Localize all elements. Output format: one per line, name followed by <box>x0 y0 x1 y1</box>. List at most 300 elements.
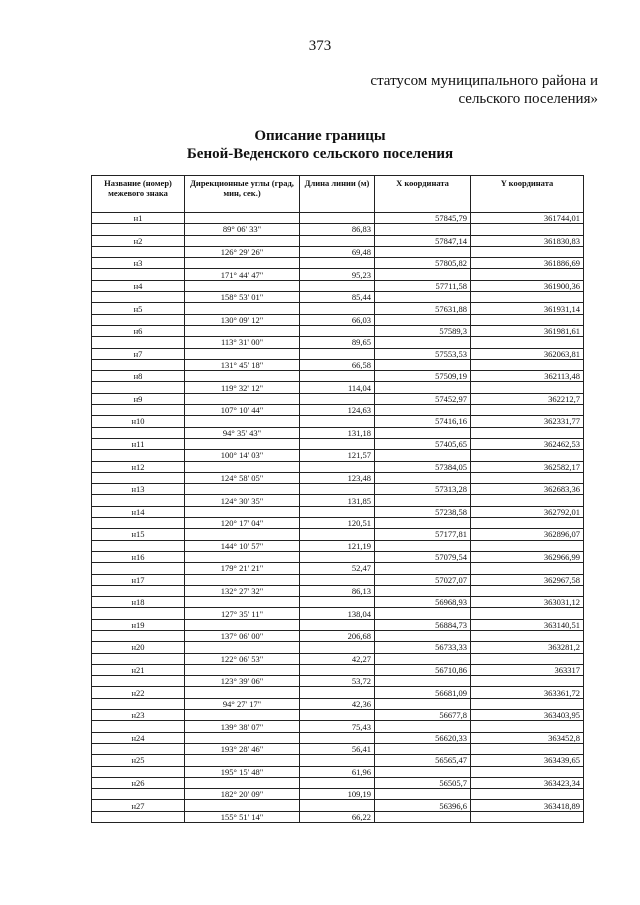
empty-cell <box>300 438 375 449</box>
x-coordinate: 57845,79 <box>375 213 471 224</box>
empty-cell <box>92 427 185 438</box>
empty-cell <box>375 608 471 619</box>
empty-cell <box>185 664 300 675</box>
point-row <box>92 777 584 788</box>
point-name: н18 <box>92 597 185 608</box>
header-y: Y координата <box>471 176 584 213</box>
empty-cell <box>92 676 185 687</box>
empty-cell <box>471 540 584 551</box>
point-name: н14 <box>92 506 185 517</box>
direction-angle: 158° 53' 01" <box>185 292 300 303</box>
empty-cell <box>471 563 584 574</box>
empty-cell <box>185 619 300 630</box>
empty-cell <box>185 574 300 585</box>
line-length: 114,04 <box>300 382 375 393</box>
y-coordinate: 363439,65 <box>471 755 584 766</box>
header-x: X координата <box>375 176 471 213</box>
header-length: Длина линии (м) <box>300 176 375 213</box>
point-name: н26 <box>92 777 185 788</box>
empty-cell <box>92 743 185 754</box>
point-name: н15 <box>92 529 185 540</box>
empty-cell <box>300 800 375 811</box>
point-name: н12 <box>92 461 185 472</box>
empty-cell <box>185 755 300 766</box>
y-coordinate: 361830,83 <box>471 235 584 246</box>
empty-cell <box>92 653 185 664</box>
segment-row <box>92 676 584 687</box>
y-coordinate: 362331,77 <box>471 416 584 427</box>
y-coordinate: 361900,36 <box>471 280 584 291</box>
empty-cell <box>185 280 300 291</box>
y-coordinate: 363403,95 <box>471 710 584 721</box>
direction-angle: 127° 35' 11" <box>185 608 300 619</box>
empty-cell <box>300 348 375 359</box>
empty-cell <box>471 246 584 257</box>
line-length: 66,22 <box>300 811 375 822</box>
point-name: н13 <box>92 484 185 495</box>
segment-row <box>92 789 584 800</box>
point-row <box>92 506 584 517</box>
point-row <box>92 235 584 246</box>
empty-cell <box>375 563 471 574</box>
segment-row <box>92 766 584 777</box>
direction-angle: 124° 58' 05" <box>185 472 300 483</box>
point-name: н16 <box>92 551 185 562</box>
point-row <box>92 303 584 314</box>
line-length: 75,43 <box>300 721 375 732</box>
empty-cell <box>471 518 584 529</box>
point-name: н23 <box>92 710 185 721</box>
empty-cell <box>300 461 375 472</box>
x-coordinate: 57847,14 <box>375 235 471 246</box>
segment-row <box>92 359 584 370</box>
segment-row <box>92 472 584 483</box>
x-coordinate: 56565,47 <box>375 755 471 766</box>
empty-cell <box>92 314 185 325</box>
direction-angle: 137° 06' 00" <box>185 630 300 641</box>
empty-cell <box>471 608 584 619</box>
segment-row <box>92 246 584 257</box>
title-line-1: Описание границы <box>254 128 386 144</box>
point-name: н11 <box>92 438 185 449</box>
empty-cell <box>375 269 471 280</box>
empty-cell <box>375 382 471 393</box>
y-coordinate: 363361,72 <box>471 687 584 698</box>
x-coordinate: 57384,05 <box>375 461 471 472</box>
boundary-coordinates-table <box>91 175 584 823</box>
line-length: 66,58 <box>300 359 375 370</box>
empty-cell <box>300 213 375 224</box>
y-coordinate: 362212,7 <box>471 393 584 404</box>
segment-row <box>92 721 584 732</box>
empty-cell <box>300 710 375 721</box>
empty-cell <box>375 721 471 732</box>
direction-angle: 182° 20' 09" <box>185 789 300 800</box>
empty-cell <box>92 472 185 483</box>
line-length: 124,63 <box>300 405 375 416</box>
y-coordinate: 361744,01 <box>471 213 584 224</box>
empty-cell <box>185 258 300 269</box>
direction-angle: 131° 45' 18" <box>185 359 300 370</box>
line-length: 42,27 <box>300 653 375 664</box>
empty-cell <box>300 371 375 382</box>
x-coordinate: 56681,09 <box>375 687 471 698</box>
empty-cell <box>300 416 375 427</box>
empty-cell <box>300 687 375 698</box>
y-coordinate: 362967,58 <box>471 574 584 585</box>
x-coordinate: 57452,97 <box>375 393 471 404</box>
empty-cell <box>185 235 300 246</box>
page-number: 373 <box>308 38 332 54</box>
empty-cell <box>471 292 584 303</box>
empty-cell <box>471 269 584 280</box>
empty-cell <box>375 450 471 461</box>
empty-cell <box>92 450 185 461</box>
empty-cell <box>375 811 471 822</box>
empty-cell <box>92 721 185 732</box>
x-coordinate: 57711,58 <box>375 280 471 291</box>
direction-angle: 119° 32' 12" <box>185 382 300 393</box>
empty-cell <box>92 292 185 303</box>
direction-angle: 94° 35' 43" <box>185 427 300 438</box>
empty-cell <box>300 303 375 314</box>
line-length: 61,96 <box>300 766 375 777</box>
empty-cell <box>92 405 185 416</box>
direction-angle: 195° 15' 48" <box>185 766 300 777</box>
x-coordinate: 57553,53 <box>375 348 471 359</box>
empty-cell <box>92 811 185 822</box>
segment-row <box>92 427 584 438</box>
y-coordinate: 363281,2 <box>471 642 584 653</box>
empty-cell <box>375 518 471 529</box>
empty-cell <box>185 393 300 404</box>
point-row <box>92 732 584 743</box>
empty-cell <box>92 495 185 506</box>
empty-cell <box>92 540 185 551</box>
line-length: 121,57 <box>300 450 375 461</box>
empty-cell <box>92 789 185 800</box>
empty-cell <box>471 224 584 235</box>
empty-cell <box>375 585 471 596</box>
x-coordinate: 56396,6 <box>375 800 471 811</box>
empty-cell <box>300 393 375 404</box>
segment-row <box>92 337 584 348</box>
empty-cell <box>375 314 471 325</box>
empty-cell <box>375 292 471 303</box>
direction-angle: 193° 28' 46" <box>185 743 300 754</box>
direction-angle: 89° 06' 33" <box>185 224 300 235</box>
point-row <box>92 800 584 811</box>
y-coordinate: 363452,8 <box>471 732 584 743</box>
y-coordinate: 362113,48 <box>471 371 584 382</box>
point-name: н24 <box>92 732 185 743</box>
direction-angle: 107° 10' 44" <box>185 405 300 416</box>
line-length: 86,83 <box>300 224 375 235</box>
table-body <box>92 213 584 823</box>
empty-cell <box>471 314 584 325</box>
empty-cell <box>471 743 584 754</box>
point-name: н3 <box>92 258 185 269</box>
direction-angle: 139° 38' 07" <box>185 721 300 732</box>
empty-cell <box>300 664 375 675</box>
segment-row <box>92 382 584 393</box>
x-coordinate: 56677,8 <box>375 710 471 721</box>
y-coordinate: 361886,69 <box>471 258 584 269</box>
empty-cell <box>92 337 185 348</box>
segment-row <box>92 743 584 754</box>
direction-angle: 171° 44' 47" <box>185 269 300 280</box>
line-length: 131,18 <box>300 427 375 438</box>
line-length: 131,85 <box>300 495 375 506</box>
continuation-text <box>370 72 598 108</box>
x-coordinate: 56505,7 <box>375 777 471 788</box>
empty-cell <box>375 472 471 483</box>
line-length: 52,47 <box>300 563 375 574</box>
point-name: н22 <box>92 687 185 698</box>
y-coordinate: 363140,51 <box>471 619 584 630</box>
line-length: 53,72 <box>300 676 375 687</box>
empty-cell <box>300 506 375 517</box>
x-coordinate: 57079,54 <box>375 551 471 562</box>
y-coordinate: 362966,99 <box>471 551 584 562</box>
x-coordinate: 57589,3 <box>375 325 471 336</box>
empty-cell <box>375 427 471 438</box>
segment-row <box>92 292 584 303</box>
x-coordinate: 56733,33 <box>375 642 471 653</box>
point-name: н1 <box>92 213 185 224</box>
empty-cell <box>92 585 185 596</box>
empty-cell <box>471 789 584 800</box>
empty-cell <box>471 495 584 506</box>
empty-cell <box>300 235 375 246</box>
empty-cell <box>92 359 185 370</box>
empty-cell <box>185 551 300 562</box>
x-coordinate: 57631,88 <box>375 303 471 314</box>
empty-cell <box>375 676 471 687</box>
empty-cell <box>185 484 300 495</box>
empty-cell <box>375 653 471 664</box>
point-row <box>92 213 584 224</box>
empty-cell <box>375 337 471 348</box>
empty-cell <box>300 574 375 585</box>
title-line-2: Беной-Веденского сельского поселения <box>186 146 454 162</box>
empty-cell <box>375 698 471 709</box>
empty-cell <box>185 800 300 811</box>
y-coordinate: 362462,53 <box>471 438 584 449</box>
point-name: н4 <box>92 280 185 291</box>
point-row <box>92 393 584 404</box>
empty-cell <box>300 529 375 540</box>
direction-angle: 124° 30' 35" <box>185 495 300 506</box>
point-row <box>92 371 584 382</box>
empty-cell <box>375 359 471 370</box>
line-length: 69,48 <box>300 246 375 257</box>
point-row <box>92 597 584 608</box>
empty-cell <box>185 461 300 472</box>
empty-cell <box>92 630 185 641</box>
empty-cell <box>300 484 375 495</box>
y-coordinate: 363317 <box>471 664 584 675</box>
point-row <box>92 258 584 269</box>
continuation-line-1: статусом муниципального района и <box>370 73 598 89</box>
point-name: н9 <box>92 393 185 404</box>
x-coordinate: 57027,07 <box>375 574 471 585</box>
empty-cell <box>471 427 584 438</box>
empty-cell <box>92 224 185 235</box>
empty-cell <box>375 766 471 777</box>
point-row <box>92 280 584 291</box>
empty-cell <box>185 529 300 540</box>
empty-cell <box>92 382 185 393</box>
empty-cell <box>185 348 300 359</box>
point-row <box>92 687 584 698</box>
y-coordinate: 362896,07 <box>471 529 584 540</box>
y-coordinate: 362792,01 <box>471 506 584 517</box>
line-length: 206,68 <box>300 630 375 641</box>
segment-row <box>92 608 584 619</box>
header-angle: Дирекционные углы (град, мин, сек.) <box>185 176 300 213</box>
point-row <box>92 416 584 427</box>
point-name: н25 <box>92 755 185 766</box>
point-row <box>92 461 584 472</box>
direction-angle: 179° 21' 21" <box>185 563 300 574</box>
y-coordinate: 361981,61 <box>471 325 584 336</box>
empty-cell <box>300 551 375 562</box>
segment-row <box>92 698 584 709</box>
line-length: 89,65 <box>300 337 375 348</box>
empty-cell <box>92 518 185 529</box>
line-length: 121,19 <box>300 540 375 551</box>
empty-cell <box>471 450 584 461</box>
empty-cell <box>471 359 584 370</box>
segment-row <box>92 540 584 551</box>
empty-cell <box>300 325 375 336</box>
line-length: 109,19 <box>300 789 375 800</box>
header-name: Название (номер) межевого знака <box>92 176 185 213</box>
segment-row <box>92 811 584 822</box>
empty-cell <box>300 597 375 608</box>
empty-cell <box>375 495 471 506</box>
point-name: н27 <box>92 800 185 811</box>
y-coordinate: 361931,14 <box>471 303 584 314</box>
x-coordinate: 57405,65 <box>375 438 471 449</box>
direction-angle: 122° 06' 53" <box>185 653 300 664</box>
segment-row <box>92 450 584 461</box>
point-row <box>92 484 584 495</box>
empty-cell <box>471 382 584 393</box>
empty-cell <box>300 619 375 630</box>
x-coordinate: 57177,81 <box>375 529 471 540</box>
y-coordinate: 363031,12 <box>471 597 584 608</box>
empty-cell <box>185 642 300 653</box>
empty-cell <box>471 721 584 732</box>
empty-cell <box>375 246 471 257</box>
direction-angle: 123° 39' 06" <box>185 676 300 687</box>
direction-angle: 130° 09' 12" <box>185 314 300 325</box>
empty-cell <box>471 472 584 483</box>
x-coordinate: 57238,58 <box>375 506 471 517</box>
line-length: 42,36 <box>300 698 375 709</box>
empty-cell <box>185 371 300 382</box>
point-row <box>92 529 584 540</box>
line-length: 123,48 <box>300 472 375 483</box>
direction-angle: 155° 51' 14" <box>185 811 300 822</box>
point-row <box>92 574 584 585</box>
empty-cell <box>471 405 584 416</box>
y-coordinate: 362683,36 <box>471 484 584 495</box>
point-row <box>92 619 584 630</box>
line-length: 86,13 <box>300 585 375 596</box>
point-name: н7 <box>92 348 185 359</box>
empty-cell <box>300 732 375 743</box>
point-name: н19 <box>92 619 185 630</box>
line-length: 95,23 <box>300 269 375 280</box>
empty-cell <box>375 789 471 800</box>
segment-row <box>92 653 584 664</box>
line-length: 120,51 <box>300 518 375 529</box>
point-name: н17 <box>92 574 185 585</box>
point-row <box>92 438 584 449</box>
x-coordinate: 57416,16 <box>375 416 471 427</box>
direction-angle: 126° 29' 26" <box>185 246 300 257</box>
direction-angle: 144° 10' 57" <box>185 540 300 551</box>
segment-row <box>92 405 584 416</box>
empty-cell <box>92 608 185 619</box>
point-row <box>92 642 584 653</box>
empty-cell <box>185 777 300 788</box>
line-length: 85,44 <box>300 292 375 303</box>
empty-cell <box>375 540 471 551</box>
y-coordinate: 363418,89 <box>471 800 584 811</box>
point-name: н5 <box>92 303 185 314</box>
empty-cell <box>471 653 584 664</box>
segment-row <box>92 518 584 529</box>
x-coordinate: 56710,86 <box>375 664 471 675</box>
empty-cell <box>185 213 300 224</box>
x-coordinate: 56620,33 <box>375 732 471 743</box>
empty-cell <box>185 687 300 698</box>
empty-cell <box>185 597 300 608</box>
x-coordinate: 56884,73 <box>375 619 471 630</box>
point-row <box>92 325 584 336</box>
segment-row <box>92 630 584 641</box>
point-name: н2 <box>92 235 185 246</box>
empty-cell <box>92 269 185 280</box>
point-row <box>92 551 584 562</box>
direction-angle: 113° 31' 00" <box>185 337 300 348</box>
segment-row <box>92 269 584 280</box>
empty-cell <box>185 325 300 336</box>
empty-cell <box>185 303 300 314</box>
empty-cell <box>185 438 300 449</box>
y-coordinate: 362582,17 <box>471 461 584 472</box>
direction-angle: 120° 17' 04" <box>185 518 300 529</box>
point-name: н20 <box>92 642 185 653</box>
empty-cell <box>300 755 375 766</box>
segment-row <box>92 224 584 235</box>
empty-cell <box>471 676 584 687</box>
line-length: 138,04 <box>300 608 375 619</box>
empty-cell <box>375 743 471 754</box>
empty-cell <box>471 766 584 777</box>
y-coordinate: 362063,81 <box>471 348 584 359</box>
y-coordinate: 363423,34 <box>471 777 584 788</box>
empty-cell <box>92 563 185 574</box>
empty-cell <box>300 280 375 291</box>
empty-cell <box>92 766 185 777</box>
segment-row <box>92 563 584 574</box>
empty-cell <box>471 811 584 822</box>
